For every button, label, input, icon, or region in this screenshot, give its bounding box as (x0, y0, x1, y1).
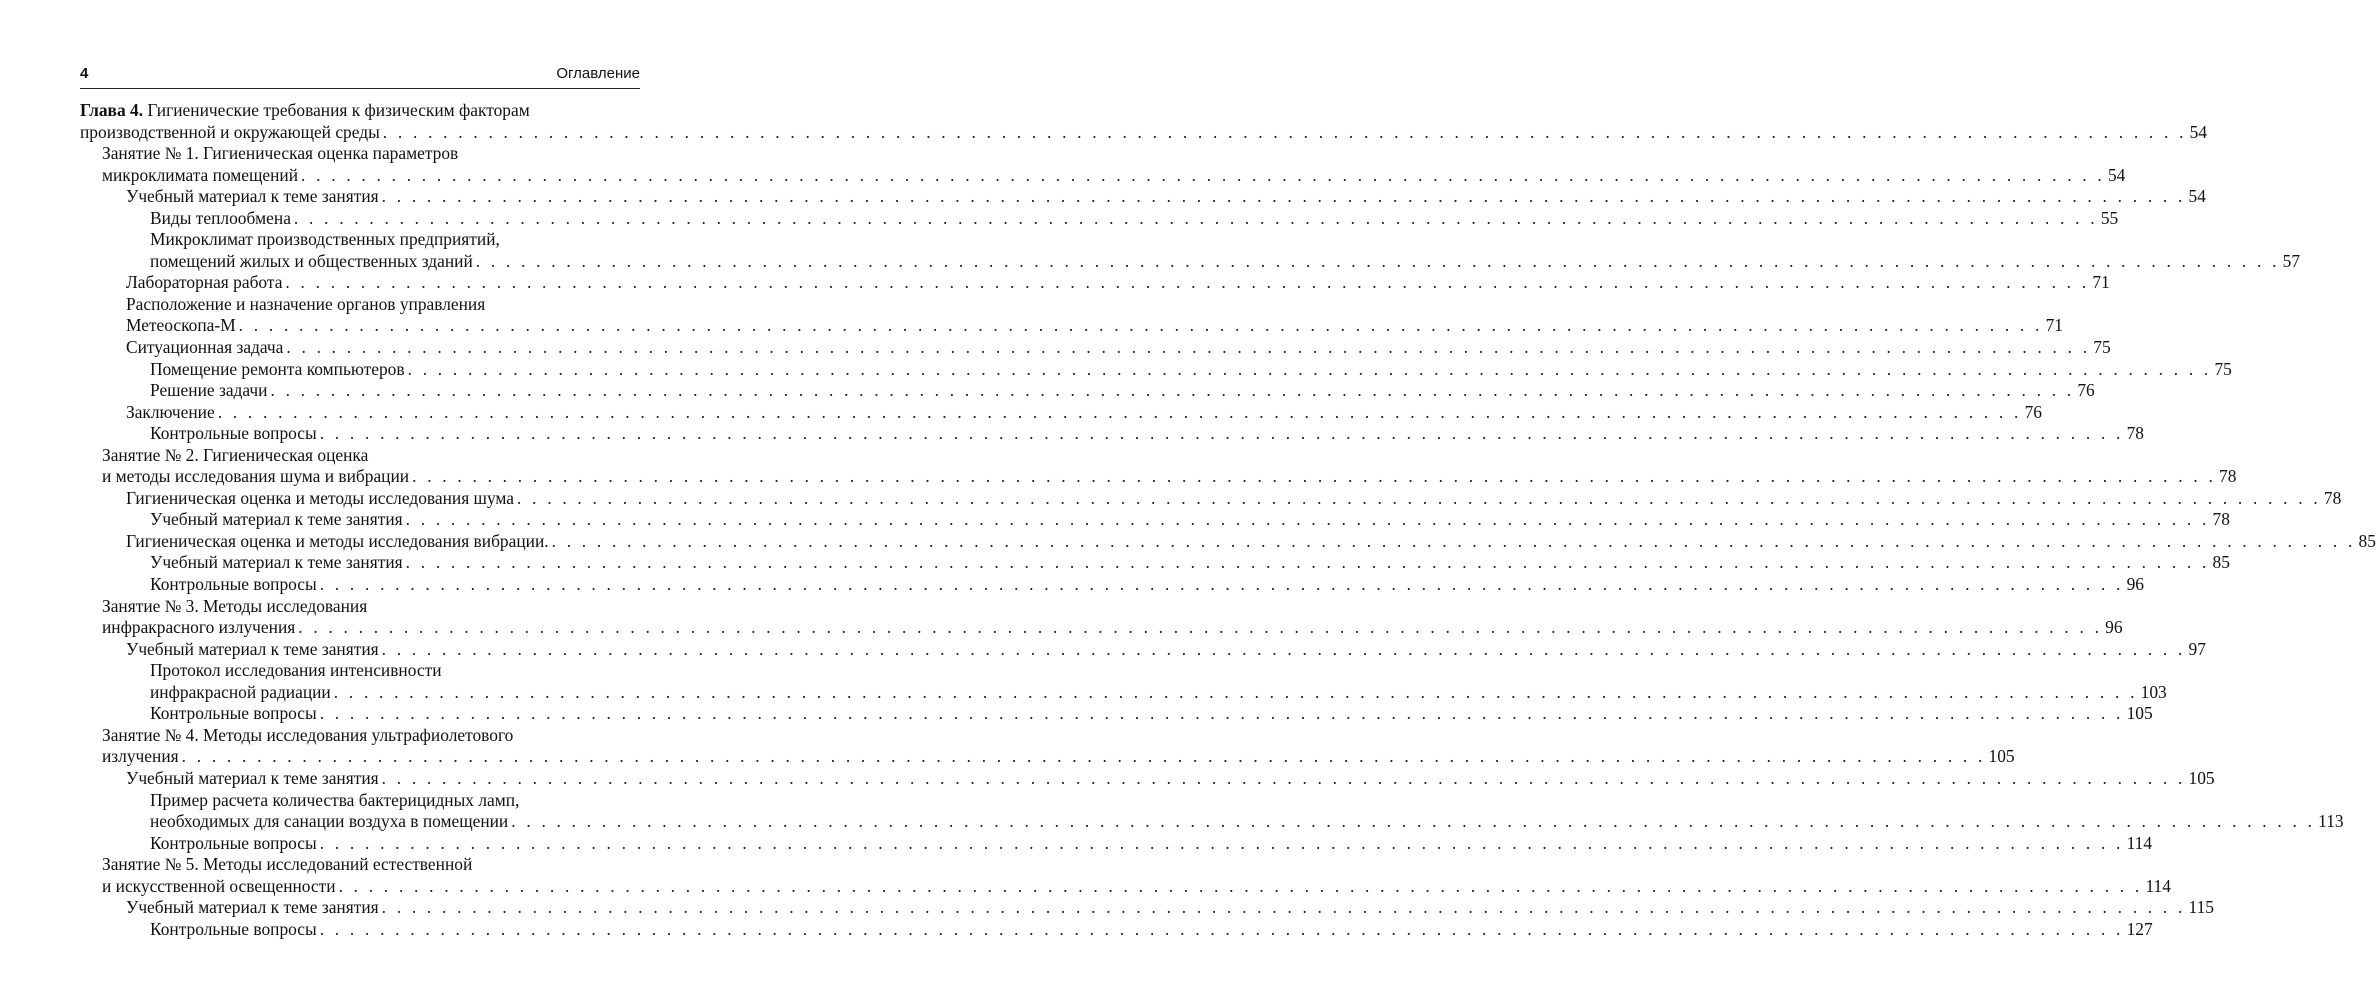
toc-entry[interactable] (80, 272, 2110, 294)
dot-leader: . . . . . . . . . . . . . . . . . . . . . . . . . . . . . . . . . . . . . . . . . . . . . . . . . . . . . . . . . . . . . . . . . . . . . . . . . . . . . . . . . . . . . . . . . . . . . . . . . . . . . . . . . . . . . . . . . . . . . . . . (319, 832, 2124, 853)
toc-entry-line (150, 250, 2301, 273)
toc-entry-line (102, 854, 638, 876)
toc-entry-title: Заключение (126, 401, 215, 422)
toc-entry[interactable] (80, 444, 2237, 488)
toc-page-number: 105 (1988, 746, 2015, 767)
toc-entry[interactable] (80, 487, 2342, 510)
toc-entry[interactable] (80, 186, 2206, 208)
toc-entry-title: Контрольные вопросы (150, 423, 317, 444)
toc-entry[interactable] (80, 897, 2214, 919)
dot-leader: . . . . . . . . . . . . . . . . . . . . . . . . . . . . . . . . . . . . . . . . . . . . . . . . . . . . . . . . . . . . . . . . . . . . . . . . . . . . . . . . . . . . . . . . . . . . . . . . . . . . . . . . . . . . . . . . . . . . . . . . (517, 487, 2321, 508)
dot-leader: . . . . . . . . . . . . . . . . . . . . . . . . . . . . . . . . . . . . . . . . . . . . . . . . . . . . . . . . . . . . . . . . . . . . . . . . . . . . . . . . . . . . . . . . . . . . . . . . . . . . . . . . . . . . . . . . . . . . . . . . (405, 509, 2210, 530)
dot-leader: . . . . . . . . . . . . . . . . . . . . . . . . . . . . . . . . . . . . . . . . . . . . . . . . . . . . . . . . . . . . . . . . . . . . . . . . . . . . . . . . . . . . . . . . . . . . . . . . . . . . . . . . . . . . . . . . . . . . . . . . (285, 272, 2090, 293)
toc-entry[interactable] (80, 100, 2208, 143)
toc-entry-line (150, 552, 2230, 574)
toc-entry-title: Занятие № 2. Гигиеническая оценка (102, 444, 369, 465)
toc-entry-title: Занятие № 4. Методы исследования ультрафиолетового (102, 724, 514, 745)
toc-entry-title: и искусственной освещенности (102, 875, 336, 896)
toc-page-number: 78 (2212, 509, 2230, 530)
toc-entry-title: Гигиеническая оценка и методы исследования шума (126, 487, 515, 508)
toc-page-number: 115 (2188, 897, 2214, 918)
toc-entry-line (150, 660, 638, 682)
toc-entry-title: Занятие № 5. Методы исследований естественной (102, 854, 473, 875)
toc-entry-title: Протокол исследования интенсивности (150, 660, 442, 681)
toc-page-number: 96 (2126, 574, 2144, 595)
dot-leader: . . . . . . . . . . . . . . . . . . . . . . . . . . . . . . . . . . . . . . . . . . . . . . . . . . . . . . . . . . . . . . . . . . . . . . . . . . . . . . . . . . . . . . . . . . . . . . . . . . . . . . . . . . . . . . . . . . . . . . . . (338, 875, 2143, 896)
toc-page-number: 105 (2188, 767, 2215, 788)
toc-entry-title: Пример расчета количества бактерицидных ламп, (150, 789, 520, 810)
dot-leader: . . . . . . . . . . . . . . . . . . . . . . . . . . . . . . . . . . . . . . . . . . . . . . . . . . . . . . . . . . . . . . . . . . . . . . . . . . . . . . . . . . . . . . . . . . . . . . . . . . . . . . . . . . . . . . . . . . . . . . . . (333, 681, 2138, 702)
dot-leader: . . . . . . . . . . . . . . . . . . . . . . . . . . . . . . . . . . . . . . . . . . . . . . . . . . . . . . . . . . . . . . . . . . . . . . . . . . . . . . . . . . . . . . . . . . . . . . . . . . . . . . . . . . . . . . . . . . . . . . . . (319, 703, 2124, 724)
dot-leader: . . . . . . . . . . . . . . . . . . . . . . . . . . . . . . . . . . . . . . . . . . . . . . . . . . . . . . . . . . . . . . . . . . . . . . . . . . . . . . . . . . . . . . . . . . . . . . . . . . . . . . . . . . . . . . . . . . . . . . . . (511, 811, 2316, 832)
dot-leader: . . . . . . . . . . . . . . . . . . . . . . . . . . . . . . . . . . . . . . . . . . . . . . . . . . . . . . . . . . . . . . . . . . . . . . . . . . . . . . . . . . . . . . . . . . . . . . . . . . . . . . . . . . . . . . . . . . . . . . . . (217, 401, 2022, 422)
toc-page-number: 97 (2188, 638, 2206, 659)
toc-entry-line (150, 509, 2230, 531)
toc-entry-line (150, 229, 638, 251)
dot-leader: . . . . . . . . . . . . . . . . . . . . . . . . . . . . . . . . . . . . . . . . . . . . . . . . . . . . . . . . . . . . . . . . . . . . . . . . . . . . . . . . . . . . . . . . . . . . . . . . . . . . . . . . . . . . . . . . . . . . . . . . (407, 358, 2212, 379)
toc-entry-line (102, 875, 2171, 898)
toc-entry[interactable] (80, 337, 2111, 359)
toc-entry-title: Ситуационная задача (126, 337, 284, 358)
toc-page-number: 78 (2323, 487, 2342, 508)
toc-entry-line (150, 918, 2153, 941)
toc-entry-line (126, 315, 2063, 337)
toc-page-number: 75 (2093, 337, 2111, 358)
toc-page-number: 54 (2107, 164, 2126, 185)
toc-page-number: 75 (2214, 358, 2232, 379)
toc-page-number: 85 (2212, 552, 2230, 573)
toc-entry-title: Виды теплообмена (150, 207, 291, 228)
toc-entry-title: Контрольные вопросы (150, 918, 317, 939)
dot-leader: . . . . . . . . . . . . . . . . . . . . . . . . . . . . . . . . . . . . . . . . . . . . . . . . . . . . . . . . . . . . . . . . . . . . . . . . . . . . . . . . . . . . . . . . . . . . . . . . . . . . . . . . . . . . . . . . . . . . . . . . (381, 638, 2186, 659)
toc-entry[interactable] (80, 832, 2153, 855)
toc-entry[interactable] (80, 293, 2063, 337)
toc-entry-title: Лабораторная работа (126, 272, 283, 293)
toc-entry[interactable] (80, 789, 2344, 833)
toc-entry-line (150, 790, 638, 812)
toc-entry[interactable] (80, 530, 2376, 553)
toc-entry-line (102, 164, 2126, 187)
toc-entry-line (102, 617, 2123, 639)
toc-entry-line (80, 121, 2208, 144)
toc-entry-line (126, 294, 638, 316)
toc-entry-line (102, 466, 2237, 488)
toc-entry-title: Учебный материал к теме занятия (150, 509, 403, 530)
toc-entry[interactable] (80, 854, 2171, 897)
toc-page-number: 76 (2077, 380, 2095, 401)
toc-entry-title: Учебный материал к теме занятия (126, 186, 379, 207)
toc-entry-title: Расположение и назначение органов управления (126, 293, 486, 314)
toc-entry-line (102, 445, 638, 467)
toc-entry[interactable] (80, 143, 2126, 186)
toc-entry-line (150, 358, 2232, 381)
chapter-label: Глава 4. (80, 100, 144, 120)
toc-entry[interactable] (80, 595, 2123, 639)
toc-entry-line (126, 638, 2206, 661)
page-number: 4 (80, 65, 89, 82)
toc-page-number: 76 (2024, 401, 2042, 422)
toc-entry-line (102, 725, 638, 747)
toc-page-number: 54 (2188, 186, 2206, 207)
dot-leader: . . . . . . . . . . . . . . . . . . . . . . . . . . . . . . . . . . . . . . . . . . . . . . . . . . . . . . . . . . . . . . . . . . . . . . . . . . . . . . . . . . . . . . . . . . . . . . . . . . . . . . . . . . . . . . . . . . . . . . . . (475, 250, 2280, 271)
dot-leader: . . . . . . . . . . . . . . . . . . . . . . . . . . . . . . . . . . . . . . . . . . . . . . . . . . . . . . . . . . . . . . . . . . . . . . . . . . . . . . . . . . . . . . . . . . . . . . . . . . . . . . . . . . . . . . . . . . . . . . . . (238, 315, 2043, 336)
toc-page-number: 105 (2126, 703, 2153, 724)
toc-entry-title: Занятие № 1. Гигиеническая оценка параметров (102, 143, 459, 164)
toc-entry-title: производственной и окружающей среды (80, 121, 380, 142)
toc-entry-line (150, 574, 2144, 596)
dot-leader: . . . . . . . . . . . . . . . . . . . . . . . . . . . . . . . . . . . . . . . . . . . . . . . . . . . . . . . . . . . . . . . . . . . . . . . . . . . . . . . . . . . . . . . . . . . . . . . . . . . . . . . . . . . . . . . . . . . . . . . . (551, 530, 2356, 551)
toc-entry-line (80, 100, 638, 122)
toc-entry-title: инфракрасной радиации (150, 681, 331, 702)
toc-entry-title: и методы исследования шума и вибрации (102, 466, 410, 487)
toc-entry-title: Глава 4. Гигиенические требования к физическим факторам (80, 100, 530, 120)
toc-entry-title: Метеоскопа-М (126, 315, 236, 336)
toc-entry[interactable] (80, 918, 2153, 941)
toc-page-number: 127 (2126, 918, 2153, 939)
toc-entry-title: Учебный материал к теме занятия (150, 552, 403, 573)
toc-entry-line (102, 143, 638, 165)
toc-page-number: 114 (2145, 875, 2171, 896)
toc-entry-title: Учебный материал к теме занятия (126, 897, 379, 918)
toc-entry[interactable] (80, 660, 2167, 703)
toc-entry[interactable] (80, 638, 2206, 661)
toc-entry-title: Занятие № 3. Методы исследования (102, 595, 368, 616)
dot-leader: . . . . . . . . . . . . . . . . . . . . . . . . . . . . . . . . . . . . . . . . . . . . . . . . . . . . . . . . . . . . . . . . . . . . . . . . . . . . . . . . . . . . . . . . . . . . . . . . . . . . . . . . . . . . . . . . . . . . . . . . (286, 337, 2091, 358)
toc-entry[interactable] (80, 358, 2232, 381)
toc-entry-line (126, 487, 2342, 510)
toc-entry-line (126, 186, 2206, 208)
toc-entry-line (102, 746, 2015, 768)
toc-entry[interactable] (80, 509, 2230, 531)
toc-entry-title: Контрольные вопросы (150, 574, 317, 595)
toc-entry[interactable] (80, 423, 2144, 445)
toc-entry-title: Учебный материал к теме занятия (126, 638, 379, 659)
toc-entry-line (102, 596, 638, 618)
toc-entry-line (126, 401, 2042, 424)
header-rule (80, 88, 640, 89)
running-head (80, 64, 640, 86)
toc-entry-line (150, 423, 2144, 445)
toc-entry-title: необходимых для санации воздуха в помещении (150, 811, 509, 832)
toc-page-number: 54 (2189, 121, 2208, 142)
dot-leader: . . . . . . . . . . . . . . . . . . . . . . . . . . . . . . . . . . . . . . . . . . . . . . . . . . . . . . . . . . . . . . . . . . . . . . . . . . . . . . . . . . . . . . . . . . . . . . . . . . . . . . . . . . . . . . . . . . . . . . . . (381, 767, 2186, 788)
toc-entry[interactable] (80, 767, 2215, 790)
toc-entry-title: Решение задачи (150, 380, 268, 401)
toc-page-number: 55 (2100, 207, 2119, 228)
toc-entry-line (150, 703, 2153, 725)
toc-entry-title: излучения (102, 746, 179, 767)
toc-entry-line (150, 380, 2095, 402)
toc-entry[interactable] (80, 703, 2153, 725)
toc-entry-line (150, 207, 2119, 230)
toc-page-number: 78 (2219, 466, 2237, 487)
dot-leader: . . . . . . . . . . . . . . . . . . . . . . . . . . . . . . . . . . . . . . . . . . . . . . . . . . . . . . . . . . . . . . . . . . . . . . . . . . . . . . . . . . . . . . . . . . . . . . . . . . . . . . . . . . . . . . . . . . . . . . . . (301, 164, 2105, 185)
toc-entry-title: Микроклимат производственных предприятий, (150, 229, 500, 250)
dot-leader: . . . . . . . . . . . . . . . . . . . . . . . . . . . . . . . . . . . . . . . . . . . . . . . . . . . . . . . . . . . . . . . . . . . . . . . . . . . . . . . . . . . . . . . . . . . . . . . . . . . . . . . . . . . . . . . . . . . . . . . . (298, 617, 2103, 638)
dot-leader: . . . . . . . . . . . . . . . . . . . . . . . . . . . . . . . . . . . . . . . . . . . . . . . . . . . . . . . . . . . . . . . . . . . . . . . . . . . . . . . . . . . . . . . . . . . . . . . . . . . . . . . . . . . . . . . . . . . . . . . . (319, 918, 2124, 939)
toc-entry-line (126, 530, 2376, 553)
toc-page-number: 114 (2126, 832, 2153, 853)
toc-entry-title: помещений жилых и общественных зданий (150, 250, 473, 271)
dot-leader: . . . . . . . . . . . . . . . . . . . . . . . . . . . . . . . . . . . . . . . . . . . . . . . . . . . . . . . . . . . . . . . . . . . . . . . . . . . . . . . . . . . . . . . . . . . . . . . . . . . . . . . . . . . . . . . . . . . . . . . . (181, 746, 1986, 767)
dot-leader: . . . . . . . . . . . . . . . . . . . . . . . . . . . . . . . . . . . . . . . . . . . . . . . . . . . . . . . . . . . . . . . . . . . . . . . . . . . . . . . . . . . . . . . . . . . . . . . . . . . . . . . . . . . . . . . . . . . . . . . . (319, 574, 2124, 595)
toc-page-number: 103 (2140, 681, 2167, 702)
toc-page-number: 57 (2282, 250, 2301, 271)
toc-page-number: 113 (2318, 811, 2344, 832)
dot-leader: . . . . . . . . . . . . . . . . . . . . . . . . . . . . . . . . . . . . . . . . . . . . . . . . . . . . . . . . . . . . . . . . . . . . . . . . . . . . . . . . . . . . . . . . . . . . . . . . . . . . . . . . . . . . . . . . . . . . . . . . (381, 186, 2186, 207)
toc-entry-line (126, 767, 2215, 790)
dot-leader: . . . . . . . . . . . . . . . . . . . . . . . . . . . . . . . . . . . . . . . . . . . . . . . . . . . . . . . . . . . . . . . . . . . . . . . . . . . . . . . . . . . . . . . . . . . . . . . . . . . . . . . . . . . . . . . . . . . . . . . . (412, 466, 2216, 487)
toc-entry[interactable] (80, 552, 2230, 574)
toc-entry[interactable] (80, 401, 2042, 424)
toc-page-number: 78 (2126, 423, 2144, 444)
toc-entry[interactable] (80, 229, 2301, 272)
toc-entry[interactable] (80, 574, 2144, 596)
toc-entry-line (126, 337, 2111, 359)
toc-entry-title: Контрольные вопросы (150, 832, 317, 853)
toc-entry-line (150, 832, 2153, 855)
toc-entry[interactable] (80, 380, 2095, 402)
toc-entry-title: Контрольные вопросы (150, 703, 317, 724)
toc-entry-line (150, 811, 2344, 833)
dot-leader: . . . . . . . . . . . . . . . . . . . . . . . . . . . . . . . . . . . . . . . . . . . . . . . . . . . . . . . . . . . . . . . . . . . . . . . . . . . . . . . . . . . . . . . . . . . . . . . . . . . . . . . . . . . . . . . . . . . . . . . . (270, 380, 2075, 401)
dot-leader: . . . . . . . . . . . . . . . . . . . . . . . . . . . . . . . . . . . . . . . . . . . . . . . . . . . . . . . . . . . . . . . . . . . . . . . . . . . . . . . . . . . . . . . . . . . . . . . . . . . . . . . . . . . . . . . . . . . . . . . . (319, 423, 2124, 444)
dot-leader: . . . . . . . . . . . . . . . . . . . . . . . . . . . . . . . . . . . . . . . . . . . . . . . . . . . . . . . . . . . . . . . . . . . . . . . . . . . . . . . . . . . . . . . . . . . . . . . . . . . . . . . . . . . . . . . . . . . . . . . . (381, 897, 2186, 918)
table-of-contents (80, 100, 2376, 940)
section-title: Оглавление (556, 65, 640, 82)
toc-entry-line (126, 272, 2110, 294)
toc-entry-line (150, 681, 2167, 704)
toc-entry-title: микроклимата помещений (102, 164, 299, 185)
toc-page-number: 71 (2092, 272, 2110, 293)
toc-entry-title: инфракрасного излучения (102, 617, 296, 638)
toc-entry[interactable] (80, 724, 2015, 768)
toc-page-number: 85 (2358, 530, 2376, 551)
toc-entry-title: Гигиеническая оценка и методы исследования вибрации. (126, 530, 549, 551)
toc-entry-title: Помещение ремонта компьютеров (150, 358, 405, 379)
toc-entry[interactable] (80, 207, 2119, 230)
toc-page-number: 71 (2045, 315, 2063, 336)
toc-entry-title: Учебный материал к теме занятия (126, 767, 379, 788)
toc-entry-line (126, 897, 2214, 919)
dot-leader: . . . . . . . . . . . . . . . . . . . . . . . . . . . . . . . . . . . . . . . . . . . . . . . . . . . . . . . . . . . . . . . . . . . . . . . . . . . . . . . . . . . . . . . . . . . . . . . . . . . . . . . . . . . . . . . . . . . . . . . . (293, 207, 2098, 228)
toc-page-number: 96 (2105, 617, 2123, 638)
dot-leader: . . . . . . . . . . . . . . . . . . . . . . . . . . . . . . . . . . . . . . . . . . . . . . . . . . . . . . . . . . . . . . . . . . . . . . . . . . . . . . . . . . . . . . . . . . . . . . . . . . . . . . . . . . . . . . . . . . . . . . . . (405, 552, 2210, 573)
dot-leader: . . . . . . . . . . . . . . . . . . . . . . . . . . . . . . . . . . . . . . . . . . . . . . . . . . . . . . . . . . . . . . . . . . . . . . . . . . . . . . . . . . . . . . . . . . . . . . . . . . . . . . . . . . . . . . . . . . . . . . . . (382, 121, 2187, 142)
